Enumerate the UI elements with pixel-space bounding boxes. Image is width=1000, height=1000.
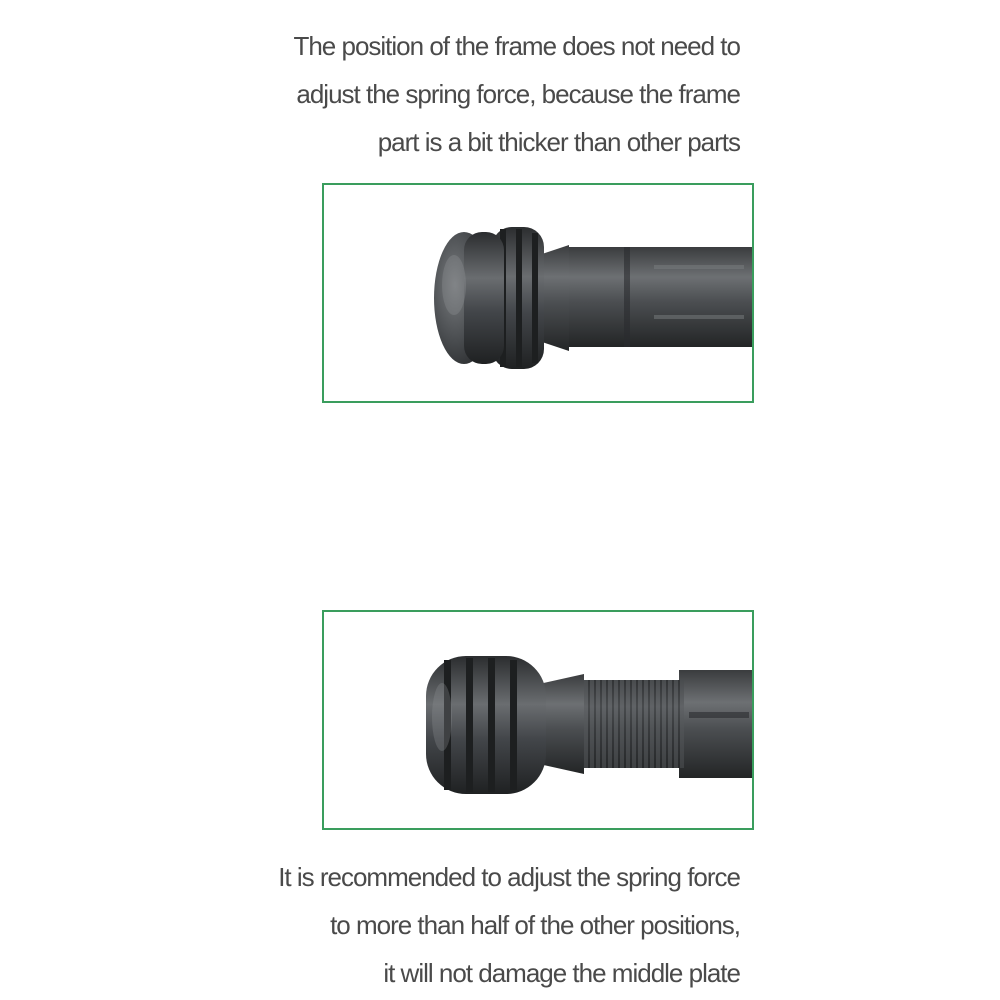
bottom-caption xyxy=(278,853,740,997)
bottom-caption-line-1: It is recommended to adjust the spring force xyxy=(278,862,740,892)
bottom-caption-line-2: to more than half of the other positions, xyxy=(330,910,740,940)
bottom-caption-line-3: it will not damage the middle plate xyxy=(383,958,740,988)
top-product-photo-frame xyxy=(322,183,754,403)
top-caption xyxy=(293,22,740,166)
top-caption-line-3: part is a bit thicker than other parts xyxy=(377,127,740,157)
bottom-product-photo-frame xyxy=(322,610,754,830)
top-caption-line-1: The position of the frame does not need to xyxy=(293,31,740,61)
spring-plunger-pin-image xyxy=(324,185,752,401)
top-caption-line-2: adjust the spring force, because the frame xyxy=(296,79,740,109)
threaded-plunger-pin-image xyxy=(324,612,752,828)
